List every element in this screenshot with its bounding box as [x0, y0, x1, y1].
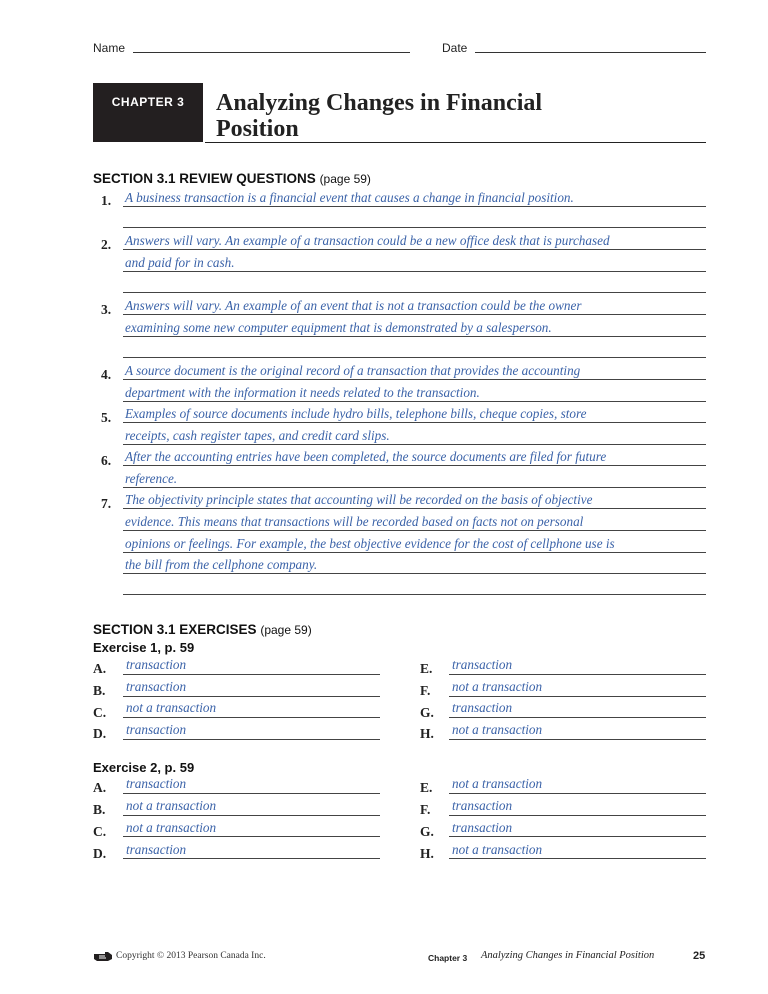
answer-line — [123, 379, 706, 380]
answer-line — [449, 836, 706, 837]
name-label: Name — [93, 41, 126, 55]
question-number: 7. — [101, 496, 112, 511]
answer-letter: G. — [420, 705, 434, 720]
question-number: 5. — [101, 410, 112, 425]
answer-line — [123, 465, 706, 466]
answer-line — [123, 206, 706, 207]
answer-text: A source document is the original record of a transaction that provides the accounting — [125, 363, 581, 378]
answer-text: department with the information it needs related to the transaction. — [125, 385, 480, 400]
exercises-page-ref: (page 59) — [260, 623, 312, 637]
answer-text: Examples of source documents include hydro bills, telephone bills, cheque copies, store — [125, 406, 587, 421]
answer-line — [123, 717, 380, 718]
answer-line — [123, 508, 706, 509]
review-page-ref: (page 59) — [319, 172, 371, 186]
answer-line — [123, 422, 706, 423]
answer-letter: C. — [93, 824, 107, 839]
answer-line — [123, 314, 706, 315]
question-number: 3. — [101, 302, 112, 317]
date-field[interactable] — [475, 52, 706, 53]
answer-letter: H. — [420, 726, 434, 741]
answer-letter: G. — [420, 824, 434, 839]
exercise-1-title: Exercise 1, p. 59 — [93, 640, 195, 655]
answer-letter: A. — [93, 661, 107, 676]
answer-text: not a transaction — [452, 722, 543, 737]
answer-line — [123, 739, 380, 740]
answer-text: examining some new computer equipment that is demonstrated by a salesperson. — [125, 320, 552, 335]
answer-text: not a transaction — [126, 700, 217, 715]
chapter-title-rule — [205, 142, 706, 143]
answer-line — [123, 674, 380, 675]
footer-chapter-label: Chapter 3 — [428, 953, 468, 963]
answer-line — [449, 717, 706, 718]
answer-text: transaction — [126, 842, 187, 857]
publisher-hand-icon — [93, 950, 113, 962]
answer-text: not a transaction — [452, 679, 543, 694]
answer-line — [123, 336, 706, 337]
answer-line — [449, 739, 706, 740]
answer-line — [123, 271, 706, 272]
question-number: 1. — [101, 193, 112, 208]
answer-text: not a transaction — [126, 798, 217, 813]
review-section-heading: SECTION 3.1 REVIEW QUESTIONS (page 59) — [93, 171, 371, 186]
answer-line — [449, 858, 706, 859]
answer-line — [123, 836, 380, 837]
answer-line — [123, 552, 706, 553]
answer-text: The objectivity principle states that accounting will be recorded on the basis of objective — [125, 492, 593, 507]
answer-line — [123, 249, 706, 250]
answer-letter: B. — [93, 683, 106, 698]
answer-line — [123, 858, 380, 859]
chapter-tag — [93, 83, 203, 142]
copyright-text: Copyright © 2013 Pearson Canada Inc. — [116, 951, 266, 961]
answer-text: transaction — [452, 820, 513, 835]
answer-letter: H. — [420, 846, 434, 861]
question-number: 6. — [101, 453, 112, 468]
chapter-title-line2: Position — [216, 116, 299, 142]
answer-line — [123, 793, 380, 794]
answer-text: not a transaction — [452, 776, 543, 791]
answer-text: and paid for in cash. — [125, 255, 235, 270]
answer-letter: A. — [93, 780, 107, 795]
chapter-title-line1: Analyzing Changes in Financial — [216, 90, 543, 116]
answer-letter: F. — [420, 683, 431, 698]
answer-text: the bill from the cellphone company. — [125, 557, 318, 572]
answer-letter: E. — [420, 780, 433, 795]
question-number: 4. — [101, 367, 112, 382]
answer-letter: D. — [93, 726, 107, 741]
answer-line — [449, 696, 706, 697]
answer-line — [449, 793, 706, 794]
answer-line — [123, 594, 706, 595]
answer-text: transaction — [126, 657, 187, 672]
answer-letter: F. — [420, 802, 431, 817]
page-number: 25 — [693, 950, 706, 962]
answer-line — [449, 674, 706, 675]
answer-line — [123, 815, 380, 816]
answer-text: transaction — [452, 700, 513, 715]
date-label: Date — [442, 41, 468, 55]
answer-letter: B. — [93, 802, 106, 817]
answer-text: transaction — [126, 776, 187, 791]
answer-line — [123, 401, 706, 402]
answer-text: opinions or feelings. For example, the best objective evidence for the cost of cellphone use is — [125, 536, 615, 551]
footer-chapter-title: Analyzing Changes in Financial Position — [481, 950, 655, 961]
answer-line — [123, 487, 706, 488]
answer-text: evidence. This means that transactions will be recorded based on facts not on personal — [125, 514, 584, 529]
answer-text: receipts, cash register tapes, and credit card slips. — [125, 428, 390, 443]
name-field[interactable] — [133, 52, 410, 53]
answer-text: Answers will vary. An example of a transaction could be a new office desk that is purchased — [125, 233, 610, 248]
answer-text: transaction — [452, 657, 513, 672]
question-number: 2. — [101, 237, 112, 252]
answer-text: transaction — [452, 798, 513, 813]
answer-line — [123, 292, 706, 293]
answer-text: After the accounting entries have been completed, the source documents are filed for future — [125, 449, 607, 464]
answer-line — [123, 444, 706, 445]
answer-text: Answers will vary. An example of an event that is not a transaction could be the owner — [125, 298, 582, 313]
answer-text: reference. — [125, 471, 178, 486]
answer-text: not a transaction — [126, 820, 217, 835]
answer-line — [449, 815, 706, 816]
answer-text: A business transaction is a financial event that causes a change in financial position. — [125, 190, 574, 205]
answer-text: transaction — [126, 722, 187, 737]
exercise-2-title: Exercise 2, p. 59 — [93, 760, 195, 775]
answer-line — [123, 357, 706, 358]
answer-line — [123, 696, 380, 697]
answer-letter: E. — [420, 661, 433, 676]
answer-letter: D. — [93, 846, 107, 861]
answer-line — [123, 227, 706, 228]
answer-text: not a transaction — [452, 842, 543, 857]
answer-line — [123, 530, 706, 531]
answer-text: transaction — [126, 679, 187, 694]
exercises-section-heading: SECTION 3.1 EXERCISES (page 59) — [93, 622, 312, 637]
chapter-tag-text: CHAPTER 3 — [111, 95, 185, 109]
answer-line — [123, 573, 706, 574]
answer-letter: C. — [93, 705, 107, 720]
